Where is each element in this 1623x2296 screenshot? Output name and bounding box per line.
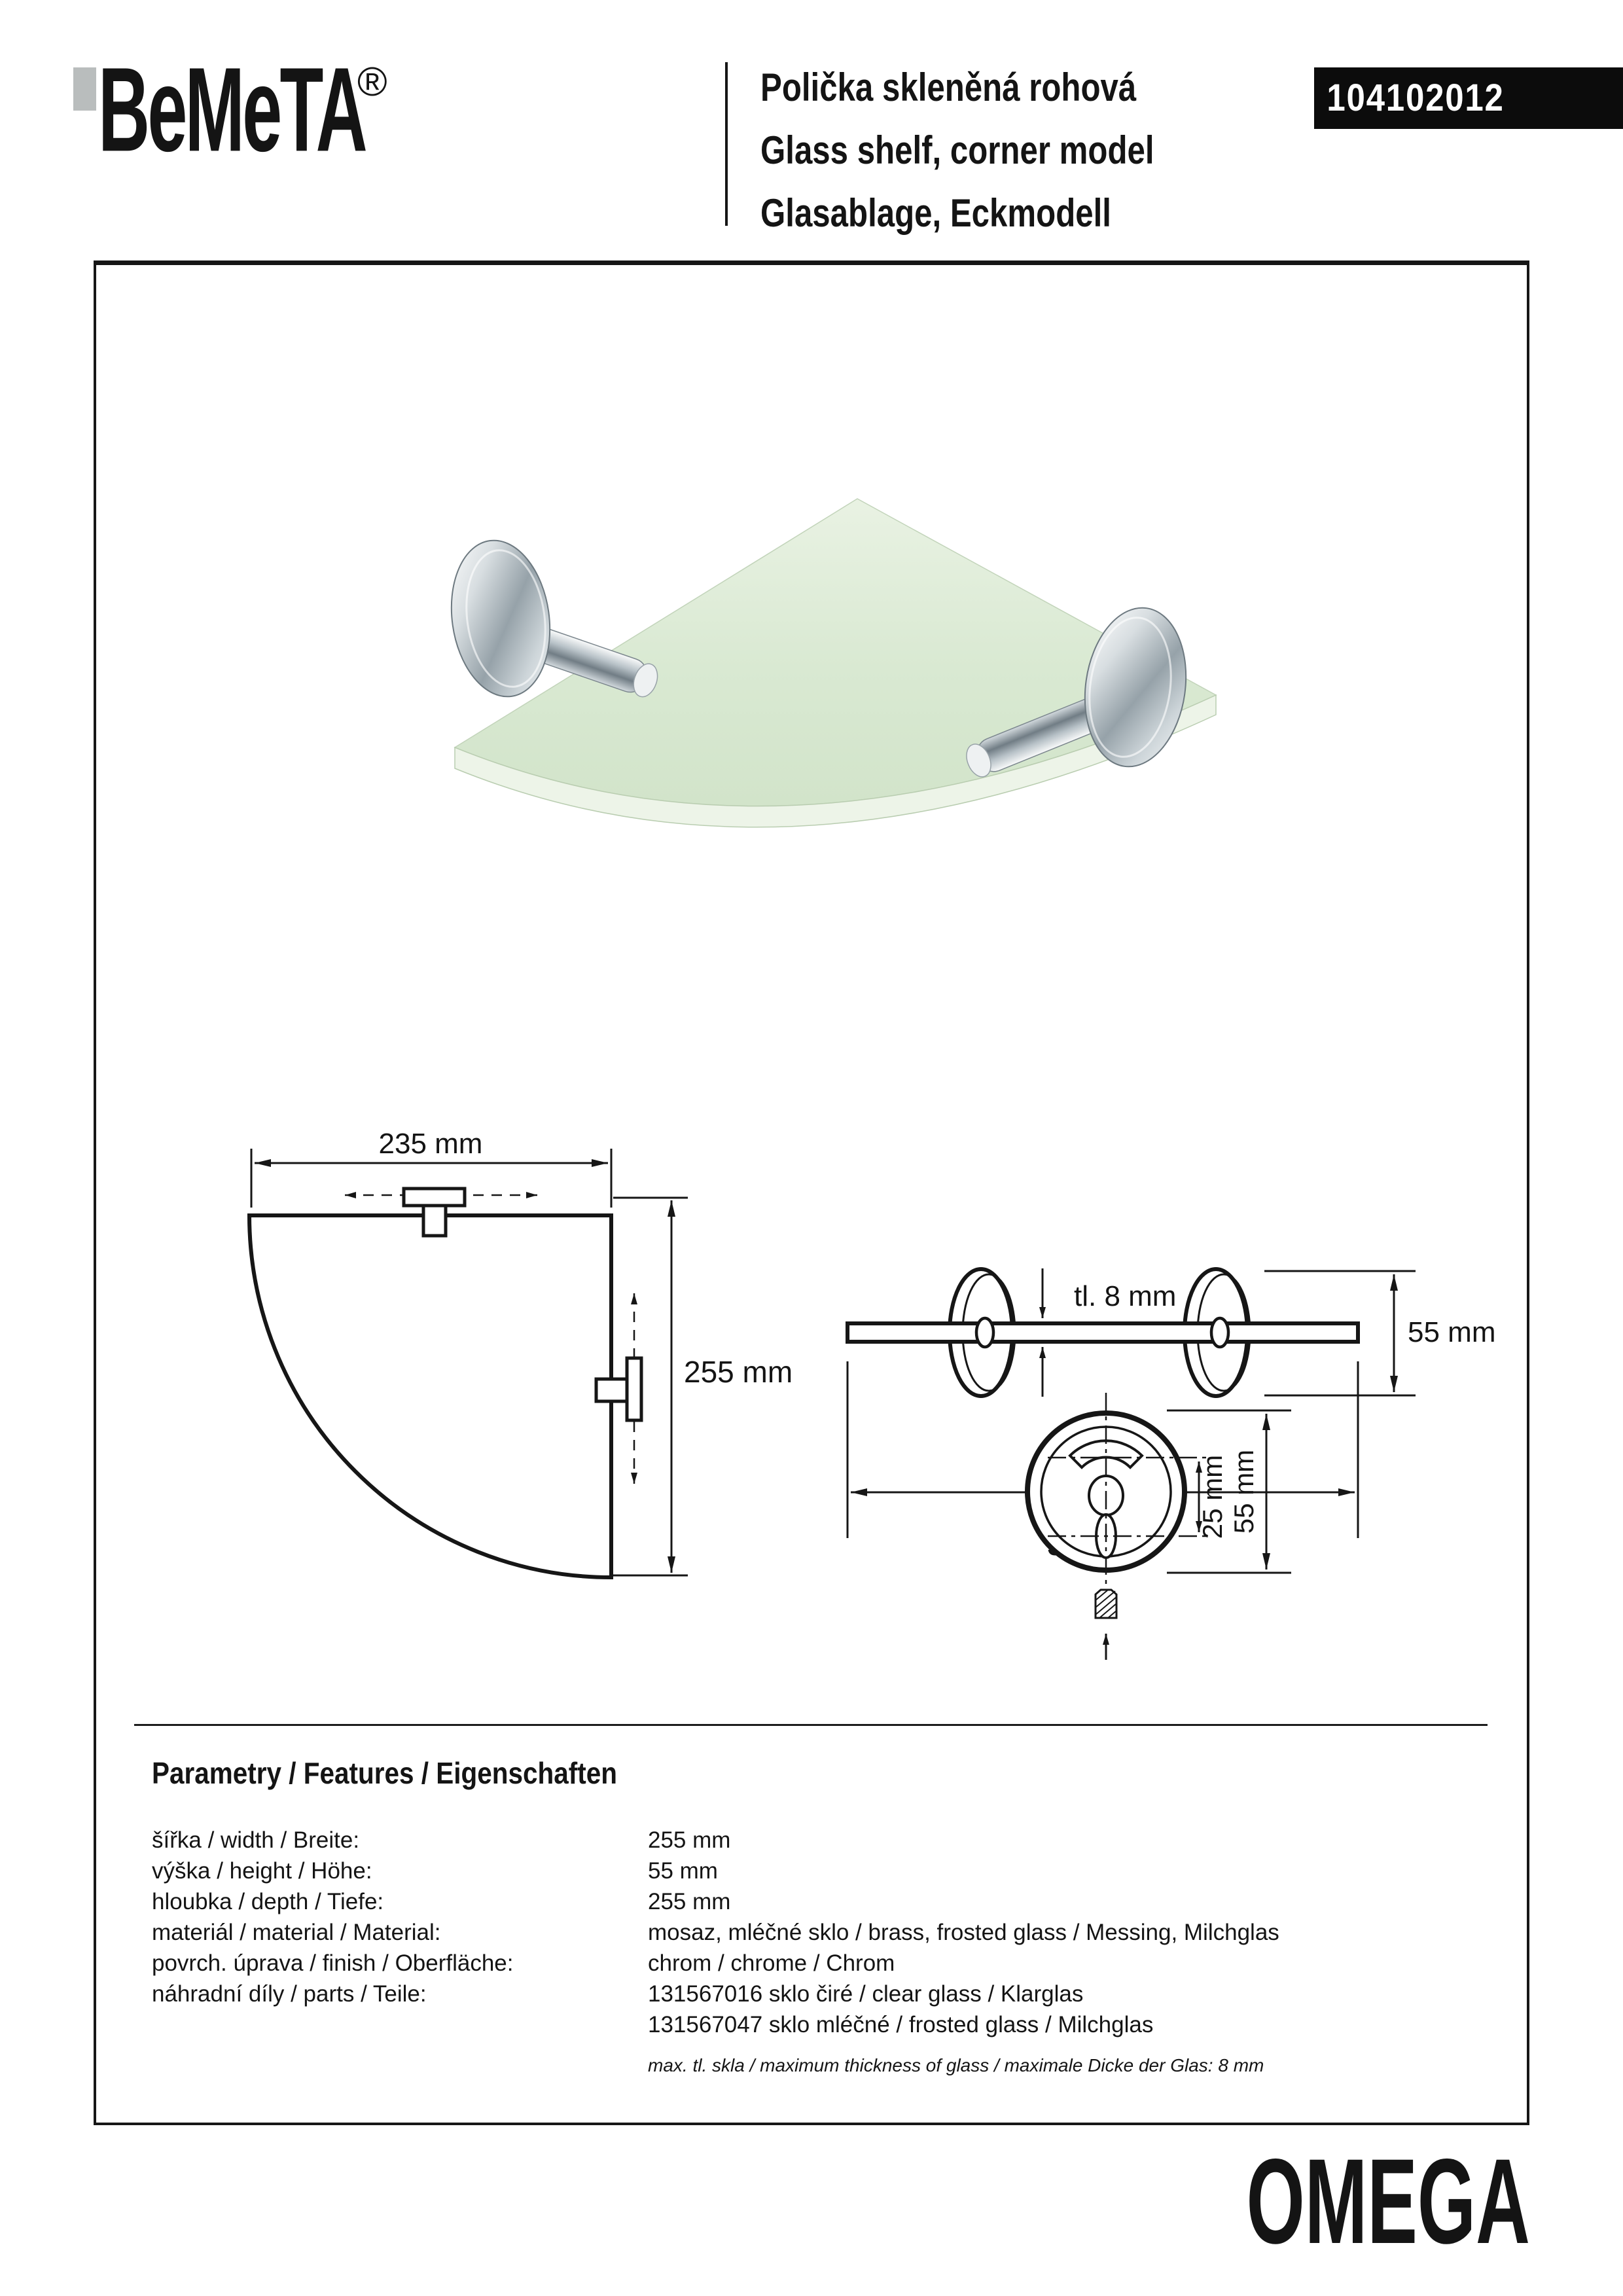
product-title-block — [760, 56, 1241, 245]
side-view-height-label: 55 mm — [1408, 1316, 1496, 1348]
product-photo — [393, 458, 1243, 864]
side-view-thickness-label: tl. 8 mm — [1074, 1280, 1177, 1312]
header-divider — [725, 62, 728, 226]
top-view-width-label: 235 mm — [378, 1128, 483, 1160]
param-value: 255 mm — [648, 1889, 731, 1914]
top-view-depth-label: 255 mm — [684, 1355, 793, 1389]
mount-detail-diameter-label: 55 mm — [1228, 1449, 1259, 1534]
param-value: 131567016 sklo čiré / clear glass / Klarglas — [648, 1981, 1084, 2007]
parameters-table — [152, 1825, 1513, 2040]
product-title-cs: Polička skleněná rohová — [760, 65, 1137, 109]
param-value: mosaz, mléčné sklo / brass, frosted glass / Messing, Milchglas — [648, 1920, 1279, 1945]
param-row-material — [152, 1917, 1513, 1948]
parameters-heading: Parametry / Features / Eigenschaften — [152, 1756, 617, 1790]
param-label: materiál / material / Material: — [152, 1920, 441, 1945]
logo-square-icon — [73, 67, 96, 111]
max-thickness-note: max. tl. skla / maximum thickness of glass / maximale Dicke der Glas: 8 mm — [648, 2055, 1264, 2075]
param-row-parts-2 — [152, 2009, 1513, 2040]
collection-name: OMEGA — [1246, 2134, 1530, 2269]
param-label: hloubka / depth / Tiefe: — [152, 1889, 384, 1914]
mount-detail-hole-spacing-label: 25 mm — [1197, 1454, 1228, 1539]
param-value: 131567047 sklo mléčné / frosted glass / Milchglas — [648, 2012, 1154, 2037]
param-row-height — [152, 1856, 1513, 1886]
param-label: výška / height / Höhe: — [152, 1858, 372, 1884]
param-label — [152, 2009, 648, 2040]
brand-logo: BeMeTA — [98, 42, 366, 177]
param-row-finish — [152, 1948, 1513, 1979]
param-row-parts — [152, 1979, 1513, 2009]
technical-drawings — [94, 1080, 1529, 1708]
param-value: 55 mm — [648, 1858, 718, 1884]
left-mount — [442, 534, 662, 703]
param-row-depth — [152, 1886, 1513, 1917]
product-title-de: Glasablage, Eckmodell — [760, 191, 1111, 235]
registered-trademark-icon: ® — [357, 60, 387, 105]
mount-detail-drawing — [1027, 1393, 1291, 1660]
top-view-drawing — [249, 1128, 793, 1577]
param-value: chrom / chrome / Chrom — [648, 1950, 895, 1976]
product-code: 104102012 — [1327, 77, 1505, 119]
param-label: náhradní díly / parts / Teile: — [152, 1981, 427, 2007]
param-value: 255 mm — [648, 1827, 731, 1853]
param-label: šířka / width / Breite: — [152, 1827, 360, 1853]
param-label: povrch. úprava / finish / Oberfläche: — [152, 1950, 514, 1976]
product-code-badge — [1314, 67, 1623, 129]
screw-icon — [1096, 1590, 1116, 1618]
param-row-width — [152, 1825, 1513, 1856]
parameters-separator — [134, 1724, 1488, 1726]
product-title-en: Glass shelf, corner model — [760, 128, 1154, 172]
